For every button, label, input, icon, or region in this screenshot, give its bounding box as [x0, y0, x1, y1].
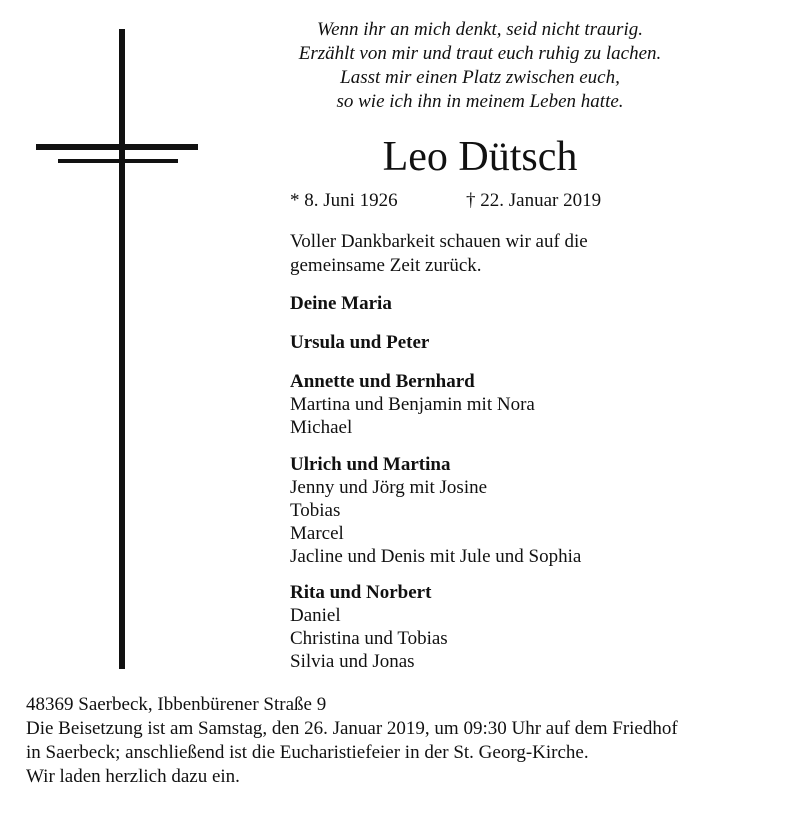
family-group	[290, 370, 535, 439]
birth-date: * 8. Juni 1926	[290, 190, 398, 211]
family-group	[290, 292, 392, 315]
family-head: Annette und Bernhard	[290, 371, 475, 392]
poem-line: so wie ich ihn in meinem Leben hatte.	[336, 91, 624, 112]
family-member: Marcel	[290, 523, 344, 544]
cross-horizontal-beam	[36, 144, 198, 150]
family-member: Jenny und Jörg mit Josine	[290, 477, 488, 498]
family-head: Deine Maria	[290, 293, 392, 314]
funeral-line: Wir laden herzlich dazu ein.	[26, 766, 240, 787]
family-member: Jacline und Denis mit Jule und Sophia	[290, 546, 582, 567]
footer-info	[26, 693, 678, 789]
family-member: Michael	[290, 417, 353, 438]
family-head: Rita und Norbert	[290, 582, 432, 603]
family-group	[290, 581, 448, 673]
family-head: Ulrich und Martina	[290, 454, 451, 475]
intro-line: Voller Dankbarkeit schauen wir auf die	[290, 231, 588, 252]
deceased-name: Leo Dütsch	[382, 134, 578, 180]
cross-horizontal-beam-thin	[58, 159, 178, 163]
family-member: Christina und Tobias	[290, 628, 448, 649]
poem-line: Lasst mir einen Platz zwischen euch,	[340, 67, 620, 88]
intro-text	[290, 230, 588, 278]
family-member: Martina und Benjamin mit Nora	[290, 394, 535, 415]
poem	[210, 18, 750, 114]
family-member: Daniel	[290, 605, 341, 626]
family-group	[290, 331, 429, 354]
funeral-line: in Saerbeck; anschließend ist die Eucharistiefeier in der St. Georg-Kirche.	[26, 742, 589, 763]
family-head: Ursula und Peter	[290, 332, 430, 353]
death-date: † 22. Januar 2019	[466, 190, 602, 211]
funeral-line: Die Beisetzung ist am Samstag, den 26. Januar 2019, um 09:30 Uhr auf dem Friedhof	[26, 718, 678, 739]
address: 48369 Saerbeck, Ibbenbürener Straße 9	[26, 694, 327, 715]
family-member: Tobias	[290, 500, 341, 521]
poem-line: Erzählt von mir und traut euch ruhig zu lachen.	[298, 43, 662, 64]
family-group	[290, 453, 581, 568]
family-member: Silvia und Jonas	[290, 651, 415, 672]
poem-line: Wenn ihr an mich denkt, seid nicht traurig.	[317, 19, 643, 40]
intro-line: gemeinsame Zeit zurück.	[290, 255, 482, 276]
cross-vertical-beam	[119, 29, 125, 669]
